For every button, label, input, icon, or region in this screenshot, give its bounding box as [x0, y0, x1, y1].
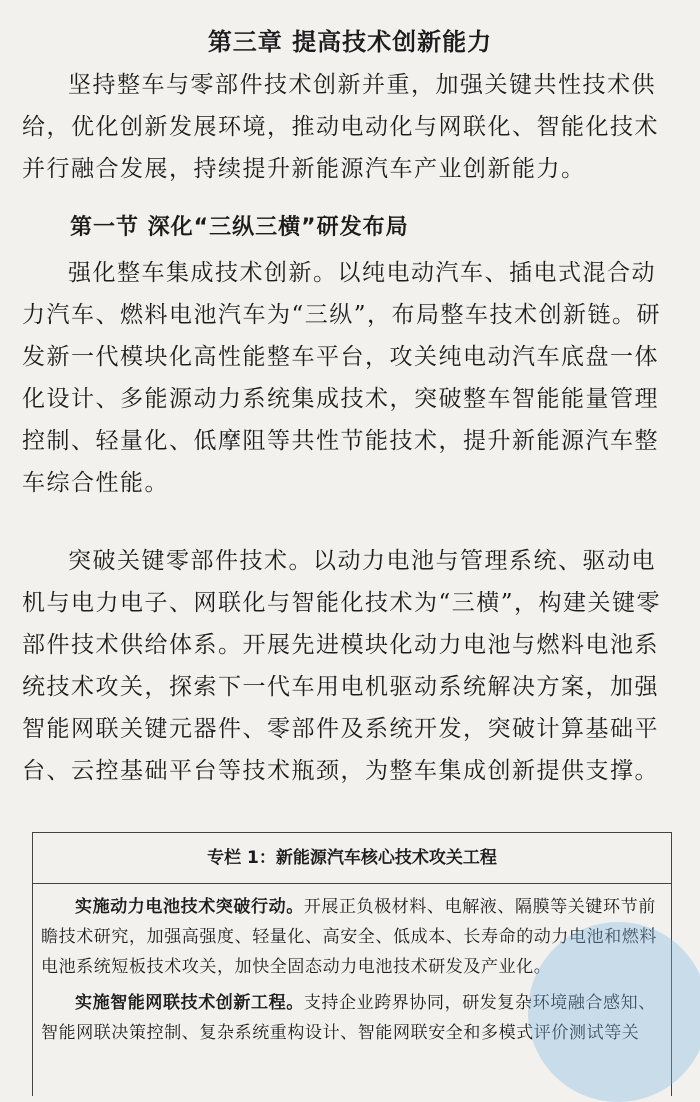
intelligent-network-lead: 实施智能网联技术创新工程。 — [75, 993, 304, 1013]
intelligent-network-text: 支持企业跨界协同，研发复杂环境融合感知、智能网联决策控制、复杂系统重构设计、智能网联安全和多模式评价测试等关 — [41, 993, 656, 1043]
vehicle-integration-paragraph: 强化整车集成技术创新。以纯电动汽车、插电式混合动力汽车、燃料电池汽车为“三纵”，布局整车技术创新链。研发新一代模块化高性能整车平台，攻关纯电动汽车底盘一体化设计、多能源动力系统集成技术，突破整车智能能量管理控制、轻量化、低摩阻等共性节能技术，提升新能源汽车整车综合性能。 — [22, 260, 662, 496]
section-title: 第一节 深化“三纵三横”研发布局 — [70, 215, 409, 240]
column-box-title: 专栏 1：新能源汽车核心技术攻关工程 — [33, 833, 671, 884]
battery-action-lead: 实施动力电池技术突破行动。 — [75, 897, 304, 917]
battery-action-text: 开展正负极材料、电解液、隔膜等关键环节前瞻技术研究，加强高强度、轻量化、高安全、低成本、长寿命的动力电池和燃料电池系统短板技术攻关，加快全固态动力电池技术研发及产业化。 — [41, 897, 657, 977]
chapter-intro-paragraph: 坚持整车与零部件技术创新并重，加强关键共性技术供给，优化创新发展环境，推动电动化与网联化、智能化技术并行融合发展，持续提升新能源汽车产业创新能力。 — [22, 72, 659, 182]
chapter-title: 第三章 提高技术创新能力 — [207, 28, 493, 56]
key-components-paragraph: 突破关键零部件技术。以动力电池与管理系统、驱动电机与电力电子、网联化与智能化技术为“三横”，构建关键零部件技术供给体系。开展先进模块化动力电池与燃料电池系统技术攻关，探索下一代车用电机驱动系统解决方案，加强智能网联关键元器件、零部件及系统开发，突破计算基础平台、云控基础平台等技术瓶颈，为整车集成创新提供支撑。 — [22, 548, 662, 784]
watermark-logo-icon — [528, 922, 700, 1102]
